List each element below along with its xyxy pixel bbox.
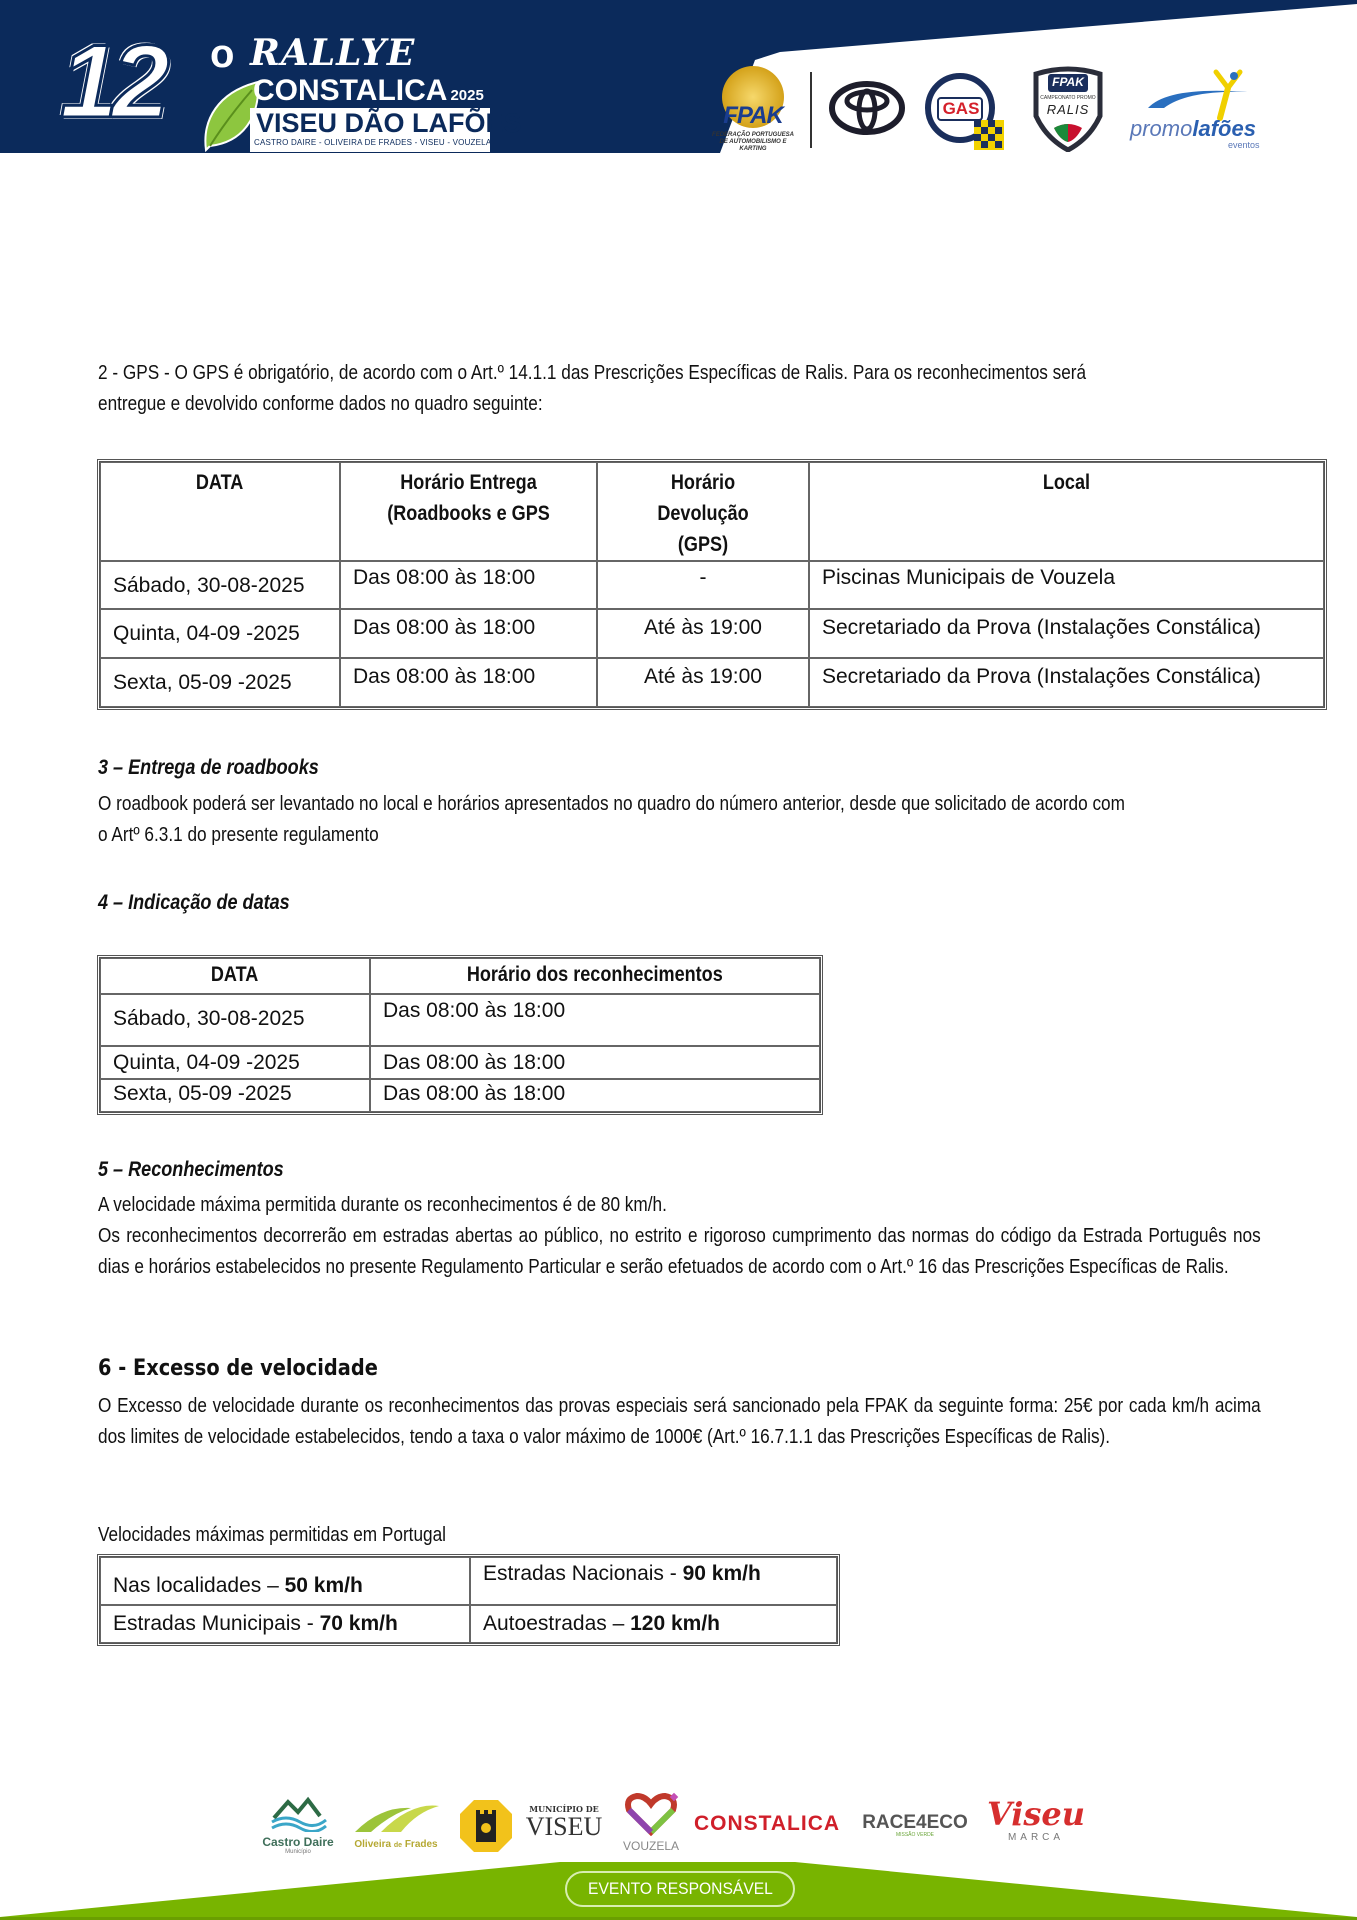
frades-word: Frades: [404, 1839, 438, 1850]
cell-entrega: Das 08:00 às 18:00: [340, 658, 597, 707]
table-row: [100, 658, 1324, 707]
cell-date: Quinta, 04-09 -2025: [100, 1046, 370, 1079]
table-row: [100, 1605, 837, 1643]
cell-local: Secretariado da Prova (Instalações Constálica): [809, 658, 1324, 707]
section3-line2: o Artº 6.3.1 do presente regulamento: [98, 824, 379, 846]
cell-devolucao: Até às 19:00: [597, 658, 809, 707]
castro-daire-sub: Município: [285, 1849, 311, 1855]
cell-local: Piscinas Municipais de Vouzela: [809, 561, 1324, 609]
cell-date: Sábado, 30-08-2025: [100, 994, 370, 1046]
section5-line1: A velocidade máxima permitida durante os reconhecimentos é de 80 km/h.: [98, 1194, 667, 1216]
castle-tower-icon: [458, 1798, 514, 1854]
promolafoes-logo: [1128, 66, 1288, 156]
col-header-local: Local: [809, 462, 1324, 561]
race4eco-logo: [850, 1812, 980, 1838]
cell-devolucao: Até às 19:00: [597, 609, 809, 658]
col-header-data: DATA: [100, 958, 370, 994]
cell-local: Secretariado da Prova (Instalações Constálica): [809, 609, 1324, 658]
cell-date: Quinta, 04-09 -2025: [100, 609, 340, 658]
cell-entrega: Das 08:00 às 18:00: [340, 609, 597, 658]
speed-value: 50 km/h: [284, 1574, 363, 1597]
section6-title: 6 - Excesso de velocidade: [98, 1356, 378, 1381]
cell-devolucao: -: [597, 561, 809, 609]
toyota-logo-icon: [828, 80, 906, 136]
edition-degree: o: [210, 32, 235, 76]
evento-responsavel-badge: [565, 1871, 795, 1907]
col-header-entrega: [340, 462, 597, 561]
speeds-caption: Velocidades máximas permitidas em Portugal: [98, 1524, 446, 1546]
section5-title: 5 – Reconhecimentos: [98, 1158, 284, 1181]
speed-cell-localidades: [100, 1557, 470, 1605]
speed-cell-autoestradas: [470, 1605, 837, 1643]
castro-daire-logo: [258, 1796, 338, 1855]
fpak-ralis-sub1: CAMPEONATO PROMO: [1040, 95, 1096, 101]
hills-icon: [351, 1798, 441, 1834]
partner-logos: [700, 66, 1290, 156]
region-box: [250, 108, 522, 152]
cell-horario: Das 08:00 às 18:00: [370, 1079, 820, 1112]
oliveira-frades-logo: [348, 1798, 444, 1850]
castro-daire-name: Castro Daire: [262, 1835, 334, 1849]
rallye-word: RALLYE: [250, 32, 416, 74]
promolafoes-sub: eventos: [1228, 140, 1260, 150]
table-header-row: [100, 462, 1324, 561]
table-row: [100, 994, 820, 1046]
cell-horario: Das 08:00 às 18:00: [370, 1046, 820, 1079]
promolafoes-name: [1130, 116, 1256, 142]
table-row: [100, 1079, 820, 1112]
race4eco-name: RACE4ECO: [862, 1812, 968, 1833]
entrega-line1: Horário Entrega: [400, 471, 537, 494]
table-row: [100, 1046, 820, 1079]
speed-limits-table: [97, 1554, 840, 1646]
fpak-ralis-sub2: RALIS: [1046, 102, 1090, 117]
cell-entrega: Das 08:00 às 18:00: [340, 561, 597, 609]
evento-responsavel-text: EVENTO RESPONSÁVEL: [587, 1879, 773, 1898]
constalica-logo: [688, 1812, 846, 1836]
speed-value: 120 km/h: [630, 1612, 720, 1635]
table-row: [100, 1557, 837, 1605]
section4-title: 4 – Indicação de datas: [98, 891, 290, 914]
speed-value: 90 km/h: [682, 1562, 761, 1585]
heart-icon: [623, 1792, 679, 1836]
cell-date: Sábado, 30-08-2025: [100, 561, 340, 609]
table-row: [100, 609, 1324, 658]
devolucao-line2: (GPS): [677, 533, 729, 556]
fpak-ralis-name: FPAK: [1052, 75, 1084, 89]
region-municipalities: CASTRO DAIRE - OLIVEIRA DE FRADES - VISEU - VOUZELA: [254, 138, 492, 147]
section2-intro-line1: 2 - GPS - O GPS é obrigatório, de acordo com o Art.º 14.1.1 das Prescrições Específicas de Ralis. Para os reconhecimentos será: [98, 362, 1087, 384]
speed-label: Estradas Nacionais -: [483, 1562, 683, 1585]
entrega-line2: (Roadbooks e GPS: [387, 502, 550, 525]
table-header-row: [100, 958, 820, 994]
lafoes-word: lafões: [1192, 116, 1256, 141]
section3-line1: O roadbook poderá ser levantado no local e horários apresentados no quadro do número anterior, desde que solicitado de acordo com: [98, 793, 1125, 815]
section3-body: [98, 789, 1261, 851]
speed-cell-municipais: [100, 1605, 470, 1643]
logo-year: 2025: [450, 87, 484, 104]
viseu-marca-name: Viseu: [986, 1795, 1086, 1833]
viseu-text: VISEU: [525, 1812, 603, 1841]
sponsor-logos: [250, 1790, 1110, 1870]
devolucao-line1: Horário Devolução: [657, 471, 749, 525]
col-header-horario: Horário dos reconhecimentos: [370, 958, 820, 994]
section2-intro-line2: entregue e devolvido conforme dados no quadro seguinte:: [98, 393, 543, 415]
speed-value: 70 km/h: [319, 1612, 398, 1635]
municipio-de-text: MUNICÍPIO DE: [529, 1804, 599, 1814]
section3-title: 3 – Entrega de roadbooks: [98, 756, 319, 779]
fpak-sub-1: FEDERAÇÃO PORTUGUESA: [712, 132, 794, 138]
vouzela-logo: [616, 1792, 686, 1853]
recon-dates-table: [97, 955, 823, 1115]
section2-intro: [98, 358, 1261, 420]
gas-logo: [922, 68, 1006, 152]
de-word: de: [393, 1842, 403, 1849]
section6-paragraph: O Excesso de velocidade durante os reconhecimentos das provas especiais será sancionado pela FPAK da seguinte forma: 25€ por cada km/h acima dos limites de velocidade estabelecidos, tendo a taxa o valor máximo de 1000€ (Art.º 16.7.1.1 das Prescrições Específicas de Ralis).: [98, 1395, 1261, 1448]
cell-date: Sexta, 05-09 -2025: [100, 658, 340, 707]
gas-name: GAS: [942, 99, 980, 118]
fpak-ralis-logo: [1030, 66, 1106, 152]
fpak-sub-2: DE AUTOMOBILISMO E KARTING: [719, 139, 787, 152]
col-header-data: DATA: [100, 462, 340, 561]
cell-date: Sexta, 05-09 -2025: [100, 1079, 370, 1112]
section5-paragraph: Os reconhecimentos decorrerão em estradas abertas ao público, no estrito e rigoroso cumprimento das normas do código da Estrada Português nos dias e horários estabelecidos no presente Regulamento Particular e serão efetuados de acordo com o Art.º 16 das Prescrições Específicas de Ralis.: [98, 1225, 1261, 1278]
oliveira-frades-name: [348, 1839, 444, 1850]
speed-label: Nas localidades –: [113, 1574, 285, 1597]
viseu-marca-sub: MARCA: [1007, 1832, 1065, 1843]
speed-label: Autoestradas –: [483, 1612, 631, 1635]
fpak-name: FPAK: [723, 102, 783, 129]
gps-schedule-table: [97, 459, 1327, 710]
vouzela-name: VOUZELA: [622, 1839, 679, 1853]
rallye-logo: [60, 24, 522, 147]
col-header-devolucao: [597, 462, 809, 561]
constalica-sponsor-name: CONSTALICA: [693, 1812, 841, 1835]
edition-number: 12: [60, 24, 164, 140]
fpak-logo: [708, 66, 798, 153]
viseu-marca-logo: [986, 1796, 1086, 1843]
municipio-viseu-logo: [520, 1804, 608, 1840]
region-name: VISEU DÃO LAFÕES: [256, 108, 522, 138]
constalica-text: CONSTALICA: [253, 74, 448, 107]
speed-label: Estradas Municipais -: [113, 1612, 320, 1635]
oliveira-word: Oliveira: [354, 1839, 392, 1850]
race4eco-sub: MISSÃO VERDE: [895, 1832, 935, 1838]
partner-divider: [810, 72, 812, 148]
mountain-wave-icon: [268, 1796, 328, 1832]
promo-word: promo: [1130, 116, 1193, 141]
table-row: [100, 561, 1324, 609]
viseu-crest-logo: [458, 1798, 514, 1854]
speed-cell-nacionais: [470, 1557, 837, 1605]
constalica-word: [253, 74, 484, 108]
fpak-sub: [708, 132, 798, 153]
cell-horario: Das 08:00 às 18:00: [370, 994, 820, 1046]
